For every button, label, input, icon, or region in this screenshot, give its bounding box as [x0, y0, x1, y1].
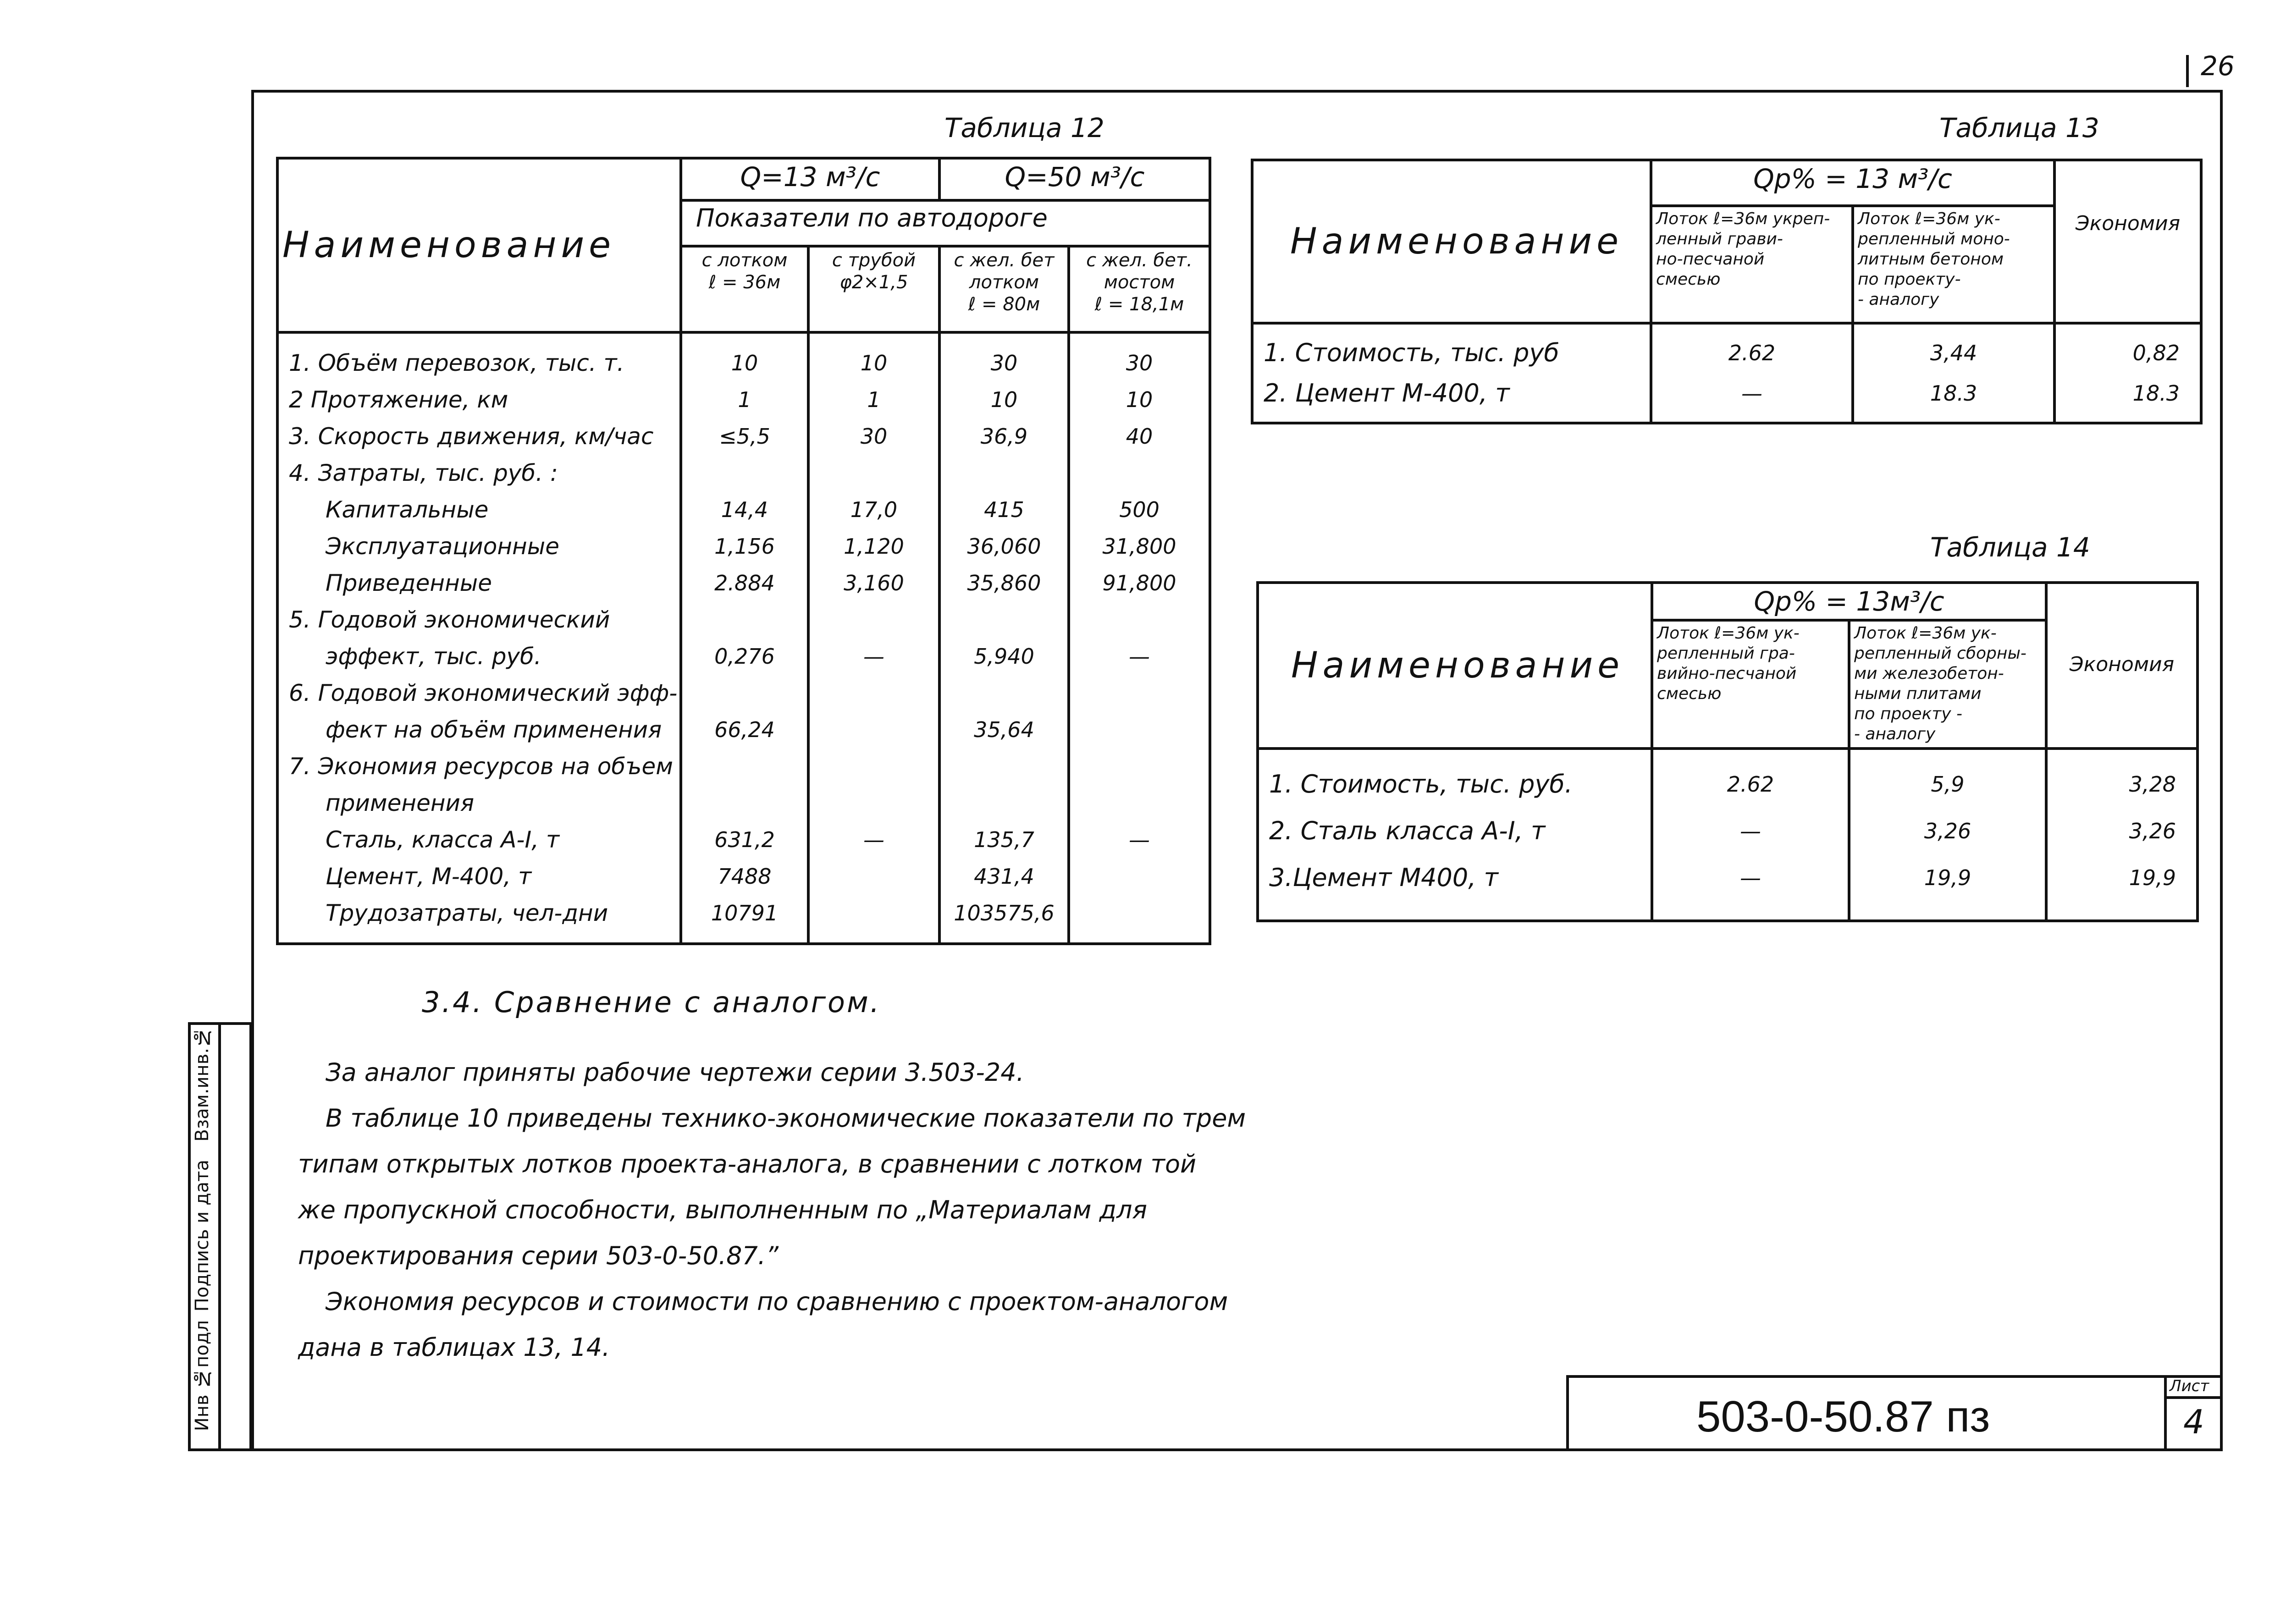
table14-caption: Таблица 14: [1930, 532, 2090, 563]
table12-cell: 1: [738, 387, 751, 412]
table13-col-2-values: [1853, 323, 2054, 423]
table12-cell: 431,4: [974, 864, 1034, 889]
table12-q1-header: Q=13 м³/с: [681, 158, 939, 200]
table14-cell: 3,26: [1924, 819, 1971, 843]
body-line: Экономия ресурсов и стоимости по сравнению с проектом-аналогом: [326, 1287, 1228, 1316]
table12-labels: [277, 332, 681, 944]
table12-cell: 1: [867, 387, 881, 412]
table12-indicators-header: Показатели по автодороге: [681, 200, 1210, 246]
table13-name-header: Наименование: [1252, 160, 1651, 323]
table12-cell: 30: [1126, 351, 1153, 375]
table12-cell: 40: [1126, 424, 1153, 449]
table12-cell: [1072, 455, 1207, 491]
side-stamp-field-1: Инв №подл: [192, 1320, 213, 1431]
table12-cell: 66,24: [714, 717, 775, 742]
table12-cell: [1072, 711, 1207, 748]
body-line: дана в таблицах 13, 14.: [298, 1333, 610, 1362]
table12-row-label: применения: [326, 790, 475, 816]
table12-row-label: Приведенные: [326, 570, 492, 596]
table14-row-label: 1. Стоимость, тыс. руб.: [1269, 770, 1573, 798]
page-number: 26: [2201, 50, 2235, 82]
table12-cell: 7488: [718, 864, 772, 889]
table12-col-4-values: [1069, 332, 1210, 944]
table13: [1251, 159, 2203, 424]
table12-caption: Таблица 12: [944, 112, 1104, 143]
table12-cell: 36,9: [980, 424, 1028, 449]
table12-cell: 10: [1126, 387, 1153, 412]
table12-cell: 3,160: [844, 571, 904, 595]
table12-cell: —: [1129, 827, 1150, 852]
table12-row-label: 4. Затраты, тыс. руб. :: [289, 460, 558, 486]
table12-cell: [812, 748, 936, 785]
table12-cell: 35,860: [967, 571, 1041, 595]
table14-cell: 2.62: [1727, 772, 1774, 797]
table12-row-label: Трудозатраты, чел-дни: [326, 900, 608, 926]
table12-cell: [943, 601, 1066, 638]
table13-economy-header: Экономия: [2054, 160, 2201, 323]
table12-cell: 10791: [711, 901, 779, 925]
table12-cell: [684, 785, 805, 821]
table13-cell: 18.3: [1930, 381, 1977, 406]
table12-cell: [943, 455, 1066, 491]
table12-col-head-2: с трубой φ2×1,5: [808, 246, 939, 332]
table14-cell: 3,26: [2129, 819, 2176, 843]
table14-col-3-values: [2046, 749, 2198, 921]
table12-cell: [812, 858, 936, 895]
table12-cell: [684, 601, 805, 638]
table12-cell: 103575,6: [954, 901, 1055, 925]
table13-cell: 18.3: [2132, 381, 2180, 406]
table12-col-2-values: [808, 332, 939, 944]
section-body: [298, 1050, 1246, 1371]
body-line: За аналог приняты рабочие чертежи серии 3.503-24.: [326, 1058, 1024, 1087]
table12-cell: [684, 748, 805, 785]
table13-cell: 3,44: [1930, 341, 1977, 365]
table14-row-label: 2. Сталь класса А-I, т: [1269, 816, 1546, 845]
table12-cell: 1,156: [714, 534, 775, 559]
table12-row-label: Эксплуатационные: [326, 533, 559, 560]
table12-row-label: 6. Годовой экономический эфф-: [289, 680, 678, 706]
section-title: 3.4. Сравнение с аналогом.: [422, 985, 881, 1019]
doc-code: 503-0-50.87 пз: [1696, 1392, 1990, 1441]
table12-cell: 135,7: [974, 827, 1034, 852]
table14: [1256, 581, 2199, 922]
table12-cell: [1072, 601, 1207, 638]
table12-cell: [812, 895, 936, 931]
title-block-sheet-rule: [2164, 1396, 2223, 1399]
table12-row-label: 5. Годовой экономический: [289, 606, 610, 633]
table14-col-head-2: Лоток ℓ=36м ук- репленный сборны- ми железобетон- ными плитами по проекту - - аналогу: [1849, 620, 2046, 749]
table12-q2-header: Q=50 м³/с: [939, 158, 1210, 200]
table14-cell: —: [1740, 819, 1761, 843]
table14-col-1-values: [1652, 749, 1849, 921]
table12-cell: 10: [990, 387, 1018, 412]
side-stamp-field-3: Взам.инв.№: [192, 1027, 213, 1142]
table14-cell: 5,9: [1931, 772, 1965, 797]
table12: [276, 157, 1211, 945]
table12-cell: 30: [860, 424, 888, 449]
table12-cell: 1,120: [844, 534, 904, 559]
table12-cell: 5,940: [974, 644, 1034, 669]
table12-cell: 30: [990, 351, 1018, 375]
body-line: типам открытых лотков проекта-аналога, в сравнении с лотком той: [298, 1150, 1197, 1178]
table13-row-label: 1. Стоимость, тыс. руб: [1264, 338, 1559, 367]
table13-q-header: Qр% = 13 м³/с: [1651, 160, 2054, 206]
table12-row-label: эффект, тыс. руб.: [326, 643, 541, 670]
table12-cell: [1072, 858, 1207, 895]
table12-cell: 36,060: [967, 534, 1041, 559]
table12-cell: [684, 455, 805, 491]
table14-cell: 3,28: [2129, 772, 2176, 797]
table12-col-head-1: с лотком ℓ = 36м: [681, 246, 808, 332]
table12-cell: 14,4: [721, 497, 768, 522]
table13-caption: Таблица 13: [1939, 112, 2099, 143]
title-block-divider: [2164, 1375, 2167, 1451]
table12-row-label: фект на объём применения: [326, 716, 662, 743]
table12-row-label: Капитальные: [326, 496, 489, 523]
table13-cell: —: [1741, 381, 1762, 406]
table12-cell: —: [1129, 644, 1150, 669]
table12-col-head-4: с жел. бет. мостом ℓ = 18,1м: [1069, 246, 1210, 332]
table12-cell: 10: [731, 351, 758, 375]
table14-col-2-values: [1849, 749, 2046, 921]
table14-cell: —: [1740, 865, 1761, 890]
table13-cell: 0,82: [2132, 341, 2180, 365]
table12-cell: [812, 675, 936, 711]
table12-row-label: 3. Скорость движения, км/час: [289, 423, 654, 450]
table12-cell: 631,2: [714, 827, 775, 852]
table14-labels: [1258, 749, 1652, 921]
table14-cell: 19,9: [1924, 865, 1971, 890]
table12-cell: 415: [984, 497, 1024, 522]
table12-cell: 2.884: [714, 571, 775, 595]
table14-economy-header: Экономия: [2046, 583, 2198, 749]
table12-col-1-values: [681, 332, 808, 944]
table12-cell: [812, 785, 936, 821]
table12-cell: [943, 785, 1066, 821]
table12-cell: [1072, 895, 1207, 931]
table12-cell: 0,276: [714, 644, 775, 669]
table12-cell: [812, 711, 936, 748]
table12-row-label: Цемент, М-400, т: [326, 863, 532, 890]
table12-cell: 35,64: [974, 717, 1034, 742]
table12-name-header: Наименование: [277, 158, 681, 332]
table12-row-label: 1. Объём перевозок, тыс. т.: [289, 350, 624, 376]
table12-cell: 500: [1119, 497, 1160, 522]
table12-cell: —: [863, 644, 884, 669]
table13-col-head-1: Лоток ℓ=36м укреп- ленный грави- но-песчаной смесью: [1651, 206, 1853, 323]
sheet-label: Лист: [2170, 1377, 2209, 1395]
sheet-number: 4: [2183, 1403, 2204, 1441]
table12-cell: [1072, 675, 1207, 711]
table12-cell: [943, 675, 1066, 711]
table12-cell: [1072, 785, 1207, 821]
table14-col-head-1: Лоток ℓ=36м ук- репленный гра- вийно-песчаной смесью: [1652, 620, 1849, 749]
table14-cell: 19,9: [2129, 865, 2176, 890]
table14-row-label: 3.Цемент М400, т: [1269, 863, 1499, 892]
table12-cell: —: [863, 827, 884, 852]
table12-row-label: Сталь, класса А-I, т: [326, 826, 560, 853]
table12-col-3-values: [939, 332, 1069, 944]
table14-q-header: Qр% = 13м³/с: [1652, 583, 2046, 620]
side-stamp-line: [218, 1022, 221, 1451]
side-stamp-field-2: Подпись и дата: [192, 1160, 213, 1312]
table12-cell: [684, 675, 805, 711]
table12-cell: 31,800: [1102, 534, 1176, 559]
body-line: же пропускной способности, выполненным по „Материалам для: [298, 1195, 1147, 1224]
table13-col-3-values: [2054, 323, 2201, 423]
table12-cell: [812, 455, 936, 491]
table13-labels: [1252, 323, 1651, 423]
table13-col-head-2: Лоток ℓ=36м ук- репленный моно- литным бетоном по проекту- - аналогу: [1853, 206, 2054, 323]
table12-row-label: 7. Экономия ресурсов на объем: [289, 753, 673, 780]
table13-row-label: 2. Цемент М-400, т: [1264, 379, 1510, 407]
table13-col-1-values: [1651, 323, 1853, 423]
table14-name-header: Наименование: [1258, 583, 1652, 749]
table13-cell: 2.62: [1728, 341, 1776, 365]
body-line: проектирования серии 503-0-50.87.”: [298, 1241, 779, 1270]
table12-cell: 17,0: [850, 497, 898, 522]
table12-cell: 91,800: [1102, 571, 1176, 595]
body-line: В таблице 10 приведены технико-экономические показатели по трем: [326, 1104, 1246, 1133]
table12-cell: [1072, 748, 1207, 785]
table12-row-label: 2 Протяжение, км: [289, 386, 508, 413]
table12-col-head-3: с жел. бет лотком ℓ = 80м: [939, 246, 1069, 332]
table12-cell: ≤5,5: [719, 424, 770, 449]
table12-cell: 10: [860, 351, 888, 375]
table12-cell: [812, 601, 936, 638]
table12-cell: [943, 748, 1066, 785]
page-number-tick: [2186, 55, 2189, 87]
